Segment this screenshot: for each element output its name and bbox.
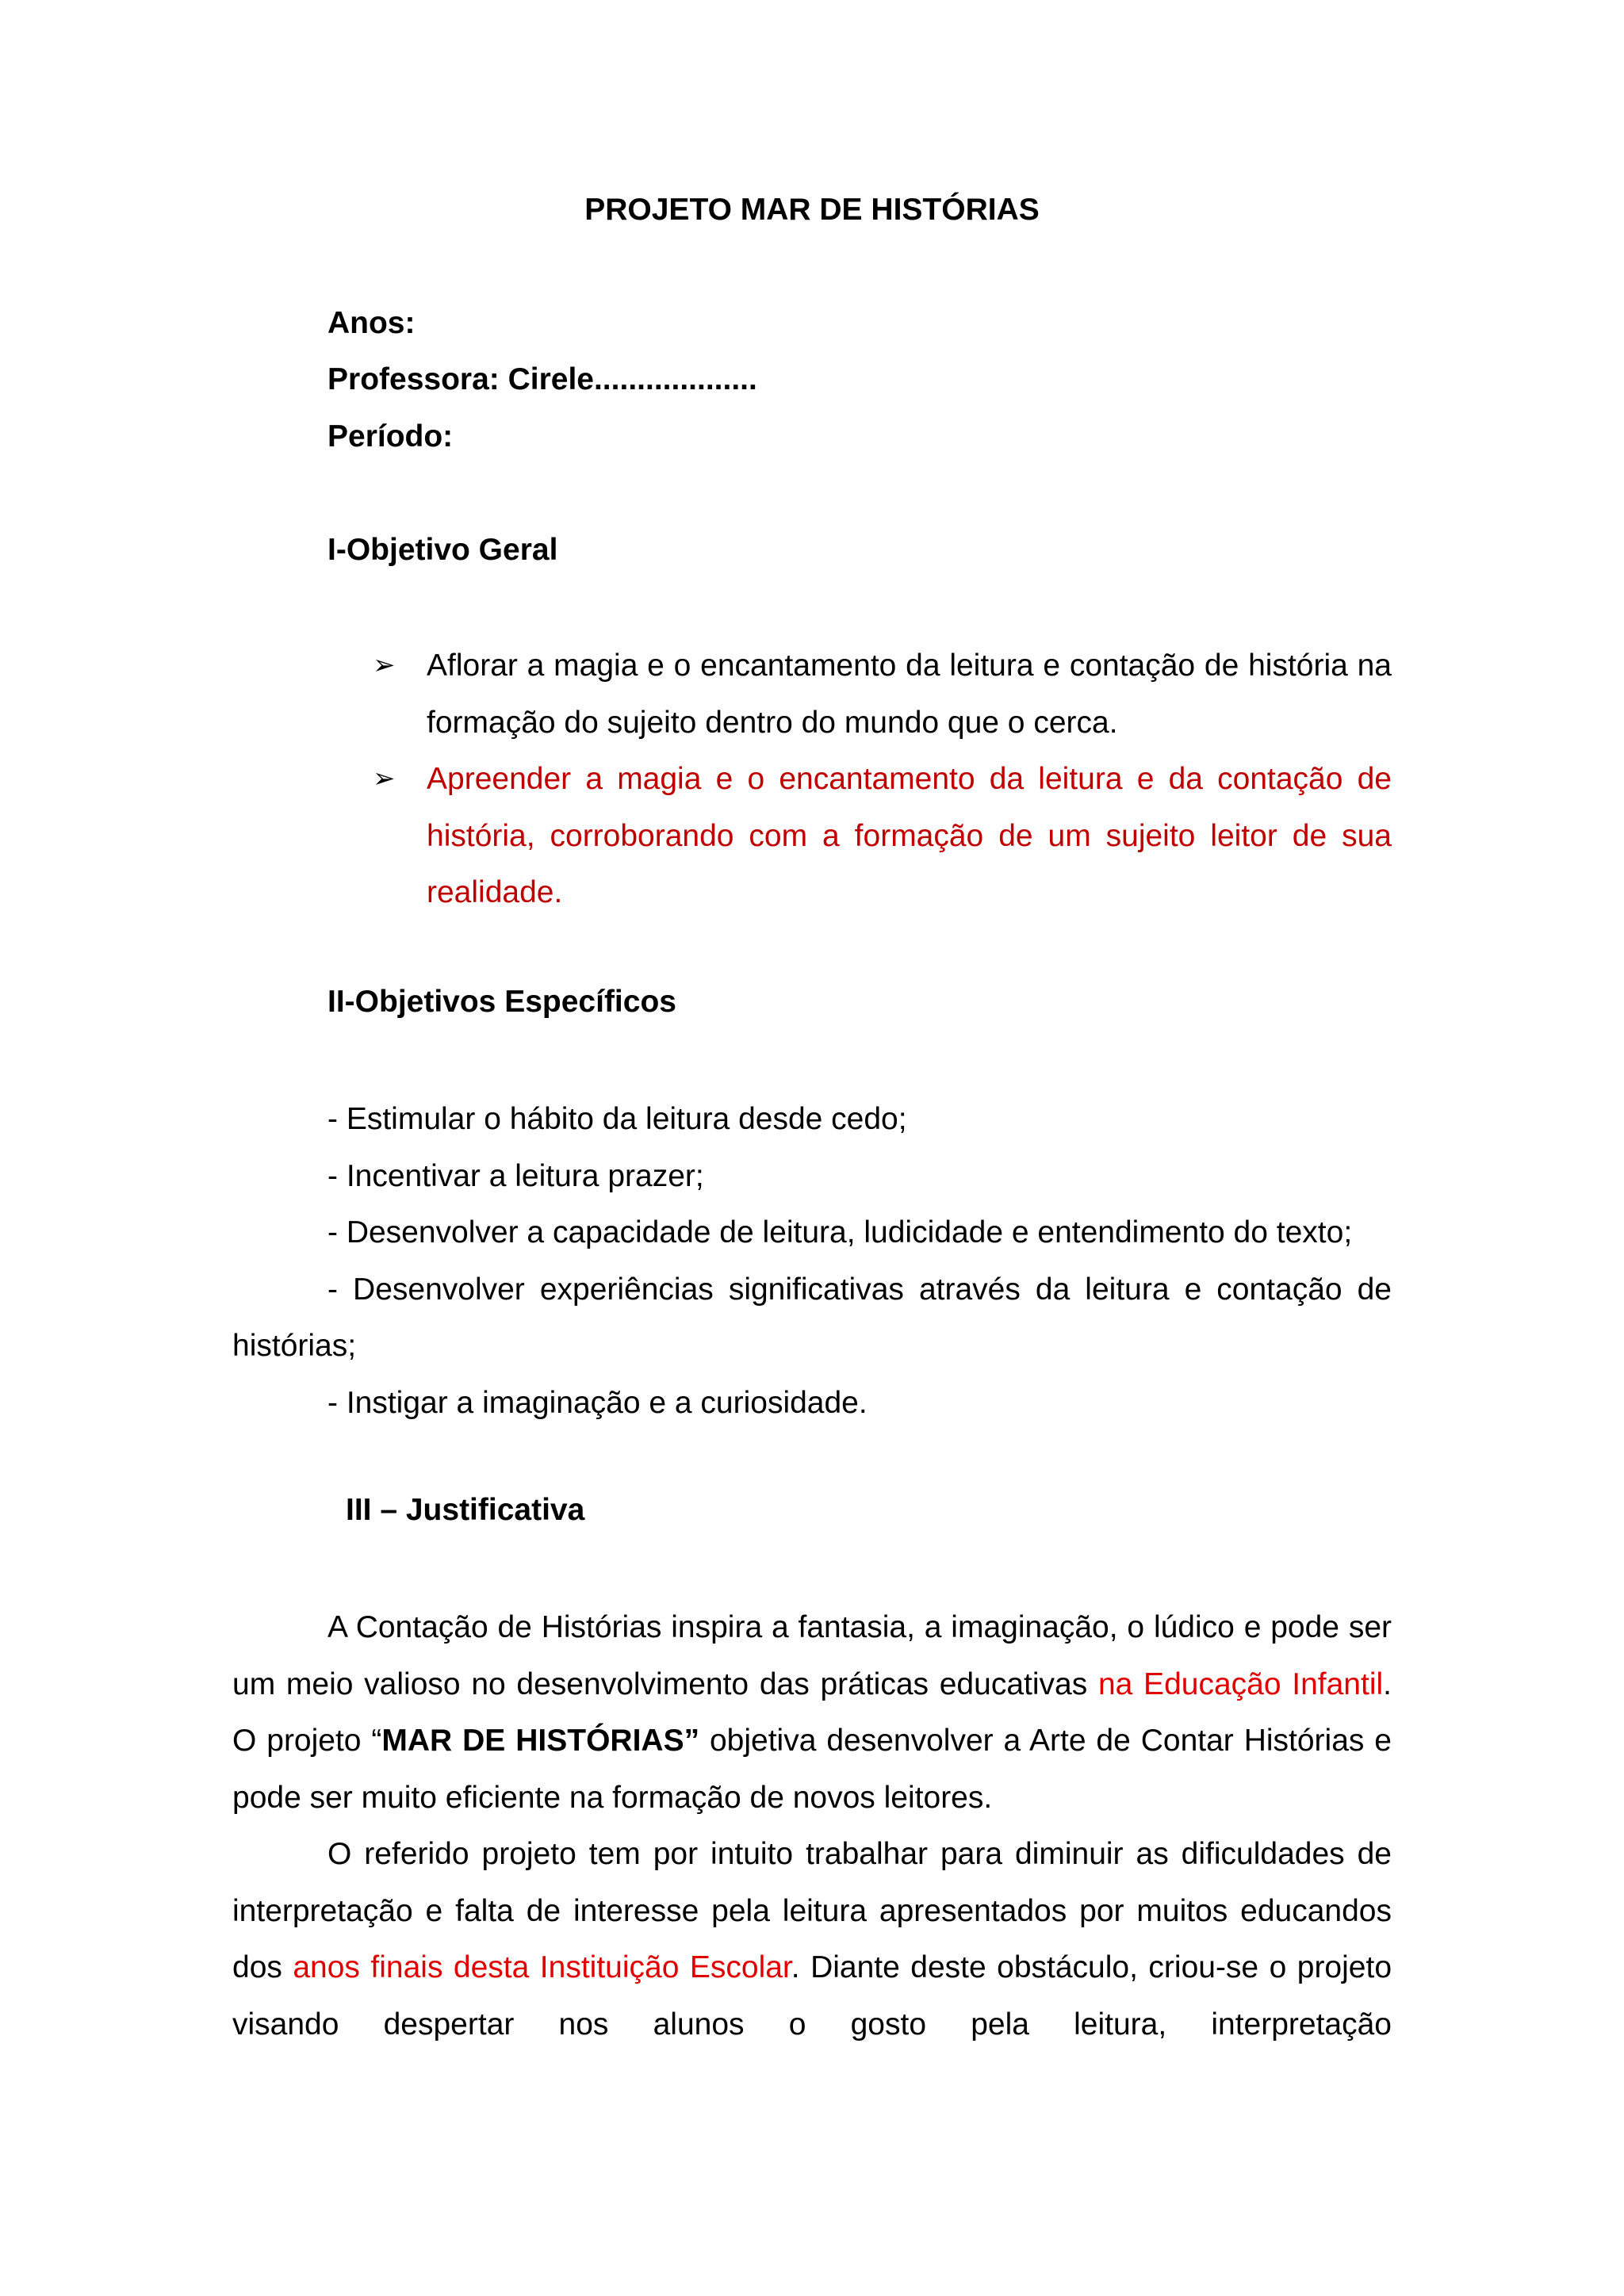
section-heading-justificativa: III – Justificativa <box>346 1493 585 1527</box>
list-item: - Desenvolver experiências significativas através da leitura e contação de histórias; <box>232 1272 1392 1363</box>
objetivos-especificos-list <box>232 1091 1392 1431</box>
paragraph <box>232 1826 1392 2053</box>
text-run: A Contação de Histórias inspira a fantasia, a imaginação, o lúdico e pode ser um meio valioso no desenvolvimento das práticas educativas <box>232 1610 1392 1701</box>
highlight-text: na Educação Infantil <box>1097 1667 1384 1701</box>
list-item <box>373 751 1392 921</box>
bullet-text: Aflorar a magia e o encantamento da leitura e contação de história na formação do sujeito dentro do mundo que o cerca. <box>427 649 1392 740</box>
document-title: PROJETO MAR DE HISTÓRIAS <box>584 193 1040 227</box>
text-run: objetiva desenvolver a Arte de Contar Histórias e pode ser muito eficiente na formação de novos leitores. <box>232 1724 1392 1815</box>
section-heading-objetivo-geral: I-Objetivo Geral <box>327 533 558 567</box>
list-item: - Estimular o hábito da leitura desde cedo; <box>327 1102 907 1136</box>
highlight-text: anos finais desta Instituição Escolar <box>293 1950 791 1984</box>
bold-text: MAR DE HISTÓRIAS” <box>381 1724 700 1758</box>
paragraph <box>232 1599 1392 1826</box>
justificativa-body <box>232 1599 1392 2053</box>
list-item: - Incentivar a leitura prazer; <box>327 1158 704 1193</box>
text-run: O referido projeto tem por intuito trabalhar para diminuir as dificuldades de interpretação e falta de interesse pela leitura apresentados por muitos educandos dos <box>232 1837 1392 1984</box>
section-heading-objetivos-especificos: II-Objetivos Específicos <box>327 985 676 1019</box>
list-item <box>373 637 1392 751</box>
anos-label: Anos: <box>327 306 416 340</box>
periodo-label: Período: <box>327 419 454 453</box>
professora-label: Professora: Cirele................... <box>327 362 757 396</box>
list-item: - Desenvolver a capacidade de leitura, ludicidade e entendimento do texto; <box>327 1215 1353 1249</box>
bullet-text: Apreender a magia e o encantamento da leitura e da contação de história, corroborando com a formação de um sujeito leitor de sua realidade. <box>427 762 1392 909</box>
arrowhead-bullet-icon: ➢ <box>373 650 396 680</box>
arrowhead-bullet-icon: ➢ <box>373 763 396 794</box>
objetivo-geral-list <box>373 637 1392 921</box>
text-run: . O projeto “ <box>232 1667 1392 1758</box>
list-item: - Instigar a imaginação e a curiosidade. <box>327 1385 868 1420</box>
text-run: . Diante deste obstáculo, criou-se o projeto visando despertar nos alunos o gosto pela leitura, interpretação <box>232 1950 1392 2042</box>
